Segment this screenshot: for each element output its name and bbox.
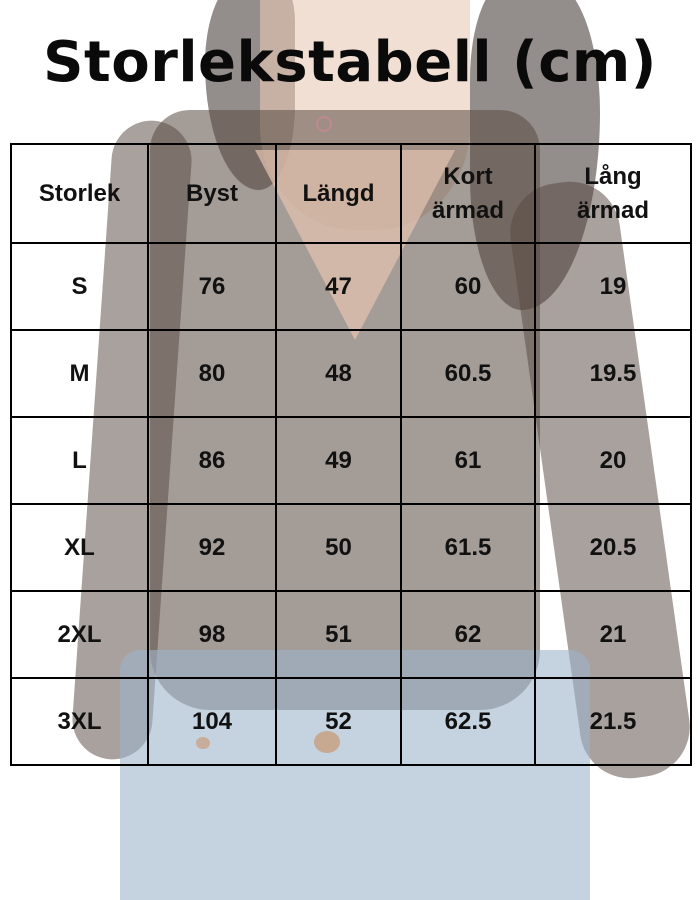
table-cell: 3XL (11, 678, 148, 765)
table-cell: 86 (148, 417, 276, 504)
table-cell: 2XL (11, 591, 148, 678)
table-row (11, 417, 691, 504)
table-header-row (11, 144, 691, 243)
table-cell: 19 (535, 243, 691, 330)
table-cell: 98 (148, 591, 276, 678)
header-cell-size (11, 144, 148, 243)
table-cell: 61.5 (401, 504, 535, 591)
header-cell-length (276, 144, 401, 243)
page-title: Storlekstabell (cm) (43, 30, 657, 95)
table-cell: 19.5 (535, 330, 691, 417)
size-chart-table (10, 143, 692, 766)
table-cell: 21.5 (535, 678, 691, 765)
table-row (11, 591, 691, 678)
table-cell: 60.5 (401, 330, 535, 417)
table-row (11, 330, 691, 417)
header-cell-short-sleeve (401, 144, 535, 243)
table-cell: 50 (276, 504, 401, 591)
table-cell: 21 (535, 591, 691, 678)
photo-necklace-pendant (316, 116, 332, 132)
table-cell: S (11, 243, 148, 330)
table-cell: 60 (401, 243, 535, 330)
table-row (11, 504, 691, 591)
header-text: ärmad (576, 196, 650, 224)
table-cell: 61 (401, 417, 535, 504)
header-text: Längd (302, 179, 375, 207)
table-cell: 104 (148, 678, 276, 765)
table-cell: L (11, 417, 148, 504)
table-row (11, 678, 691, 765)
table-cell: 92 (148, 504, 276, 591)
table-cell: 76 (148, 243, 276, 330)
table-cell: 49 (276, 417, 401, 504)
table-cell: M (11, 330, 148, 417)
table-cell: 62.5 (401, 678, 535, 765)
table-cell: 20.5 (535, 504, 691, 591)
table-cell: 62 (401, 591, 535, 678)
header-text: Byst (185, 179, 239, 207)
header-text: ärmad (431, 196, 505, 224)
table-cell: 51 (276, 591, 401, 678)
header-cell-bust (148, 144, 276, 243)
table-cell: 52 (276, 678, 401, 765)
header-text: Kort (443, 162, 493, 190)
table-cell: 47 (276, 243, 401, 330)
header-cell-long-sleeve (535, 144, 691, 243)
header-text: Lång (584, 162, 642, 190)
table-cell: 48 (276, 330, 401, 417)
table-row (11, 243, 691, 330)
header-text: Storlek (38, 179, 121, 207)
table-cell: XL (11, 504, 148, 591)
table-cell: 20 (535, 417, 691, 504)
table-cell: 80 (148, 330, 276, 417)
